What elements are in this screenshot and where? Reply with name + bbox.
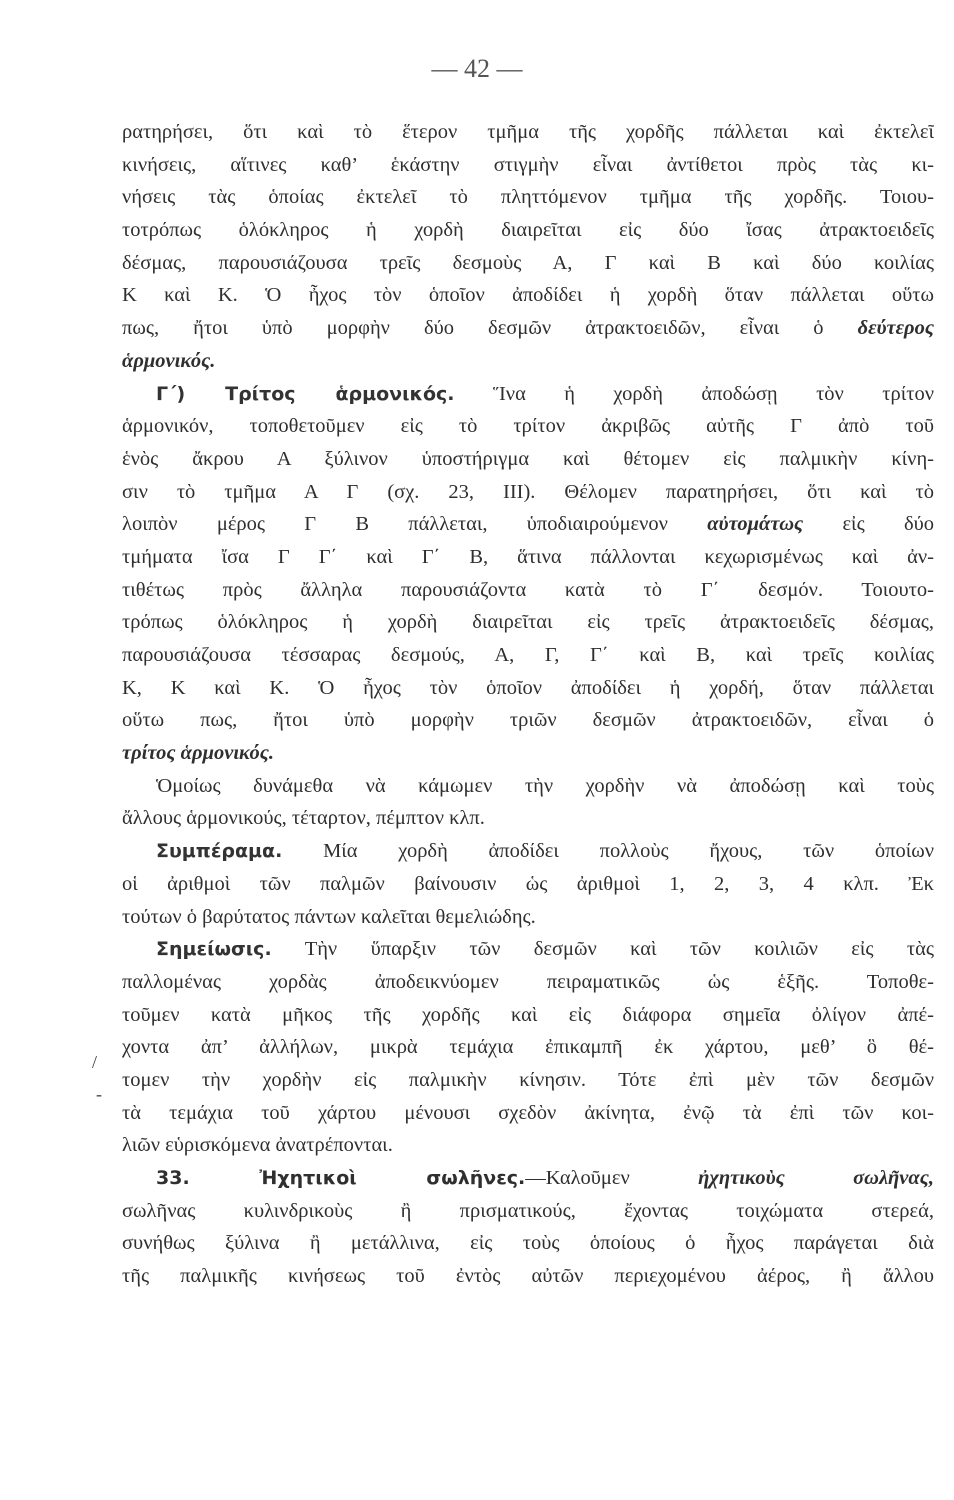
text-line: Κ καὶ Κ. Ὁ ἦχος τὸν ὁποῖον ἀποδίδει ἡ χορδὴ ὅταν πάλλεται οὕτω: [122, 284, 934, 307]
text-line: σιν τὸ τμῆμα Α Γ (σχ. 23, ΙΙΙ). Θέλομεν παρατηρήσει, ὅτι καὶ τὸ: [122, 480, 934, 503]
emphasis-term: ἁρμονικός.: [122, 349, 216, 372]
body-text: [122, 116, 934, 1293]
text-line: Γ΄) Τρίτος ἁρμονικός. Ἵνα ἡ χορδὴ ἀποδώσῃ τὸν τρίτον: [156, 382, 934, 405]
text-line: τιθέτως πρὸς ἄλληλα παρουσιάζοντα κατὰ τὸ Γ΄ δεσμόν. Τοιουτο-: [122, 578, 934, 601]
text-line: νήσεις τὰς ὁποίας ἐκτελεῖ τὸ πληττόμενον τμῆμα τῆς χορδῆς. Τοιου-: [122, 186, 934, 209]
text-line: τομεν τὴν χορδὴν εἰς παλμικὴν κίνησιν. Τότε ἐπὶ μὲν τῶν δεσμῶν: [122, 1068, 934, 1091]
margin-mark-dash: -: [96, 1084, 102, 1104]
text-line: λοιπὸν μέρος Γ Β πάλλεται, ὑποδιαιρούμενον αὐτομάτως εἰς δύο: [122, 513, 934, 536]
text-line: Ὁμοίως δυνάμεθα νὰ κάμωμεν τὴν χορδὴν νὰ ἀποδώσῃ καὶ τοὺς: [156, 774, 934, 797]
emphasis-term: δεύτερος: [857, 317, 934, 340]
text-line: τοῦμεν κατὰ μῆκος τῆς χορδῆς καὶ εἰς διάφορα σημεῖα ὀλίγον ἀπέ-: [122, 1003, 934, 1026]
section-heading: Συμπέραμα.: [156, 840, 283, 863]
section-heading: Γ΄) Τρίτος ἁρμονικός.: [156, 382, 455, 405]
text-line: [122, 345, 934, 378]
emphasis-term: τρίτος ἁρμονικός.: [122, 742, 275, 765]
text-line: πως, ἤτοι ὑπὸ μορφὴν δύο δεσμῶν ἀτρακτοειδῶν, εἶναι ὁ δεύτερος: [122, 317, 934, 340]
text-line: παλλομένας χορδὰς ἀποδεικνύομεν πειραματικῶς ὡς ἑξῆς. Τοποθε-: [122, 970, 934, 993]
text-line: ἄλλους ἁρμονικούς, τέταρτον, πέμπτον κλπ.: [122, 807, 485, 830]
text-line: ρατηρήσει, ὅτι καὶ τὸ ἕτερον τμῆμα τῆς χορδῆς πάλλεται καὶ ἐκτελεῖ: [122, 121, 934, 143]
text-line: παρουσιάζουσα τέσσαρας δεσμούς, Α, Γ, Γ΄ καὶ Β, καὶ τρεῖς κοιλίας: [122, 644, 934, 666]
text-line: τούτων ὁ βαρύτατος πάντων καλεῖται θεμελιώδης.: [122, 905, 536, 928]
text-line: τμήματα ἴσα Γ Γ΄ καὶ Γ΄ Β, ἅτινα πάλλονται κεχωρισμένως καὶ ἀν-: [122, 545, 934, 568]
text-line: οἱ ἀριθμοὶ τῶν παλμῶν βαίνουσιν ὡς ἀριθμοὶ 1, 2, 3, 4 κλπ. Ἐκ: [122, 872, 934, 895]
section-heading: Σημείωσις.: [156, 938, 272, 961]
page-number: — 42 —: [431, 54, 523, 83]
text-line: λιῶν εὑρισκόμενα ἀνατρέπονται.: [122, 1134, 393, 1157]
text-line: τῆς παλμικῆς κινήσεως τοῦ ἐντὸς αὐτῶν περιεχομένου ἀέρος, ἢ ἄλλου: [122, 1265, 934, 1288]
emphasis-term: ἠχητικοὺς σωλῆνας,: [698, 1167, 934, 1189]
text-line: Συμπέραμα. Μία χορδὴ ἀποδίδει πολλοὺς ἤχους, τῶν ὁποίων: [156, 840, 934, 863]
text-line: κινήσεις, αἵτινες καθ’ ἑκάστην στιγμὴν εἶναι ἀντίθετοι πρὸς τὰς κι-: [122, 153, 934, 176]
text-line: 33. Ἠχητικοὶ σωλῆνες.—Καλοῦμεν ἠχητικοὺς σωλῆνας,: [156, 1167, 934, 1189]
text-line: χοντα ἀπ’ ἀλλήλων, μικρὰ τεμάχια ἐπικαμπῆ ἐκ χάρτου, μεθ’ ὃ θέ-: [122, 1036, 934, 1059]
text-line: Κ, Κ καὶ Κ. Ὁ ἦχος τὸν ὁποῖον ἀποδίδει ἡ χορδή, ὅταν πάλλεται: [122, 676, 934, 699]
text-line: οὕτω πως, ἤτοι ὑπὸ μορφὴν τριῶν δεσμῶν ἀτρακτοειδῶν, εἶναι ὁ: [122, 709, 934, 732]
text-line: δέσμας, παρουσιάζουσα τρεῖς δεσμοὺς Α, Γ καὶ Β καὶ δύο κοιλίας: [122, 251, 934, 274]
text-line: Σημείωσις. Τὴν ὕπαρξιν τῶν δεσμῶν καὶ τῶν κοιλιῶν εἰς τὰς: [156, 938, 934, 961]
text-line: τρόπως ὁλόκληρος ἡ χορδὴ διαιρεῖται εἰς τρεῖς ἀτρακτοειδεῖς δέσμας,: [122, 611, 934, 634]
emphasis-term: αὐτομάτως: [707, 513, 804, 536]
text-line: συνήθως ξύλινα ἢ μετάλλινα, εἰς τοὺς ὁποίους ὁ ἦχος παράγεται διὰ: [122, 1232, 934, 1255]
text-line: [122, 737, 934, 770]
text-line: ἁρμονικόν, τοποθετοῦμεν εἰς τὸ τρίτον ἀκριβῶς αὐτῆς Γ ἀπὸ τοῦ: [122, 415, 934, 438]
text-line: σωλῆνας κυλινδρικοὺς ἢ πρισματικούς, ἔχοντας τοιχώματα στερεά,: [122, 1199, 934, 1222]
text-line: τοτρόπως ὁλόκληρος ἡ χορδὴ διαιρεῖται εἰς δύο ἴσας ἀτρακτοειδεῖς: [122, 219, 934, 242]
section-heading: 33. Ἠχητικοὶ σωλῆνες.: [156, 1167, 526, 1189]
text-line: ἑνὸς ἄκρου Α ξύλινον ὑποστήριγμα καὶ θέτομεν εἰς παλμικὴν κίνη-: [122, 447, 934, 470]
margin-mark-slash: /: [92, 1052, 98, 1072]
text-line: τὰ τεμάχια τοῦ χάρτου μένουσι σχεδὸν ἀκίνητα, ἐνῷ τὰ ἐπὶ τῶν κοι-: [122, 1101, 934, 1124]
